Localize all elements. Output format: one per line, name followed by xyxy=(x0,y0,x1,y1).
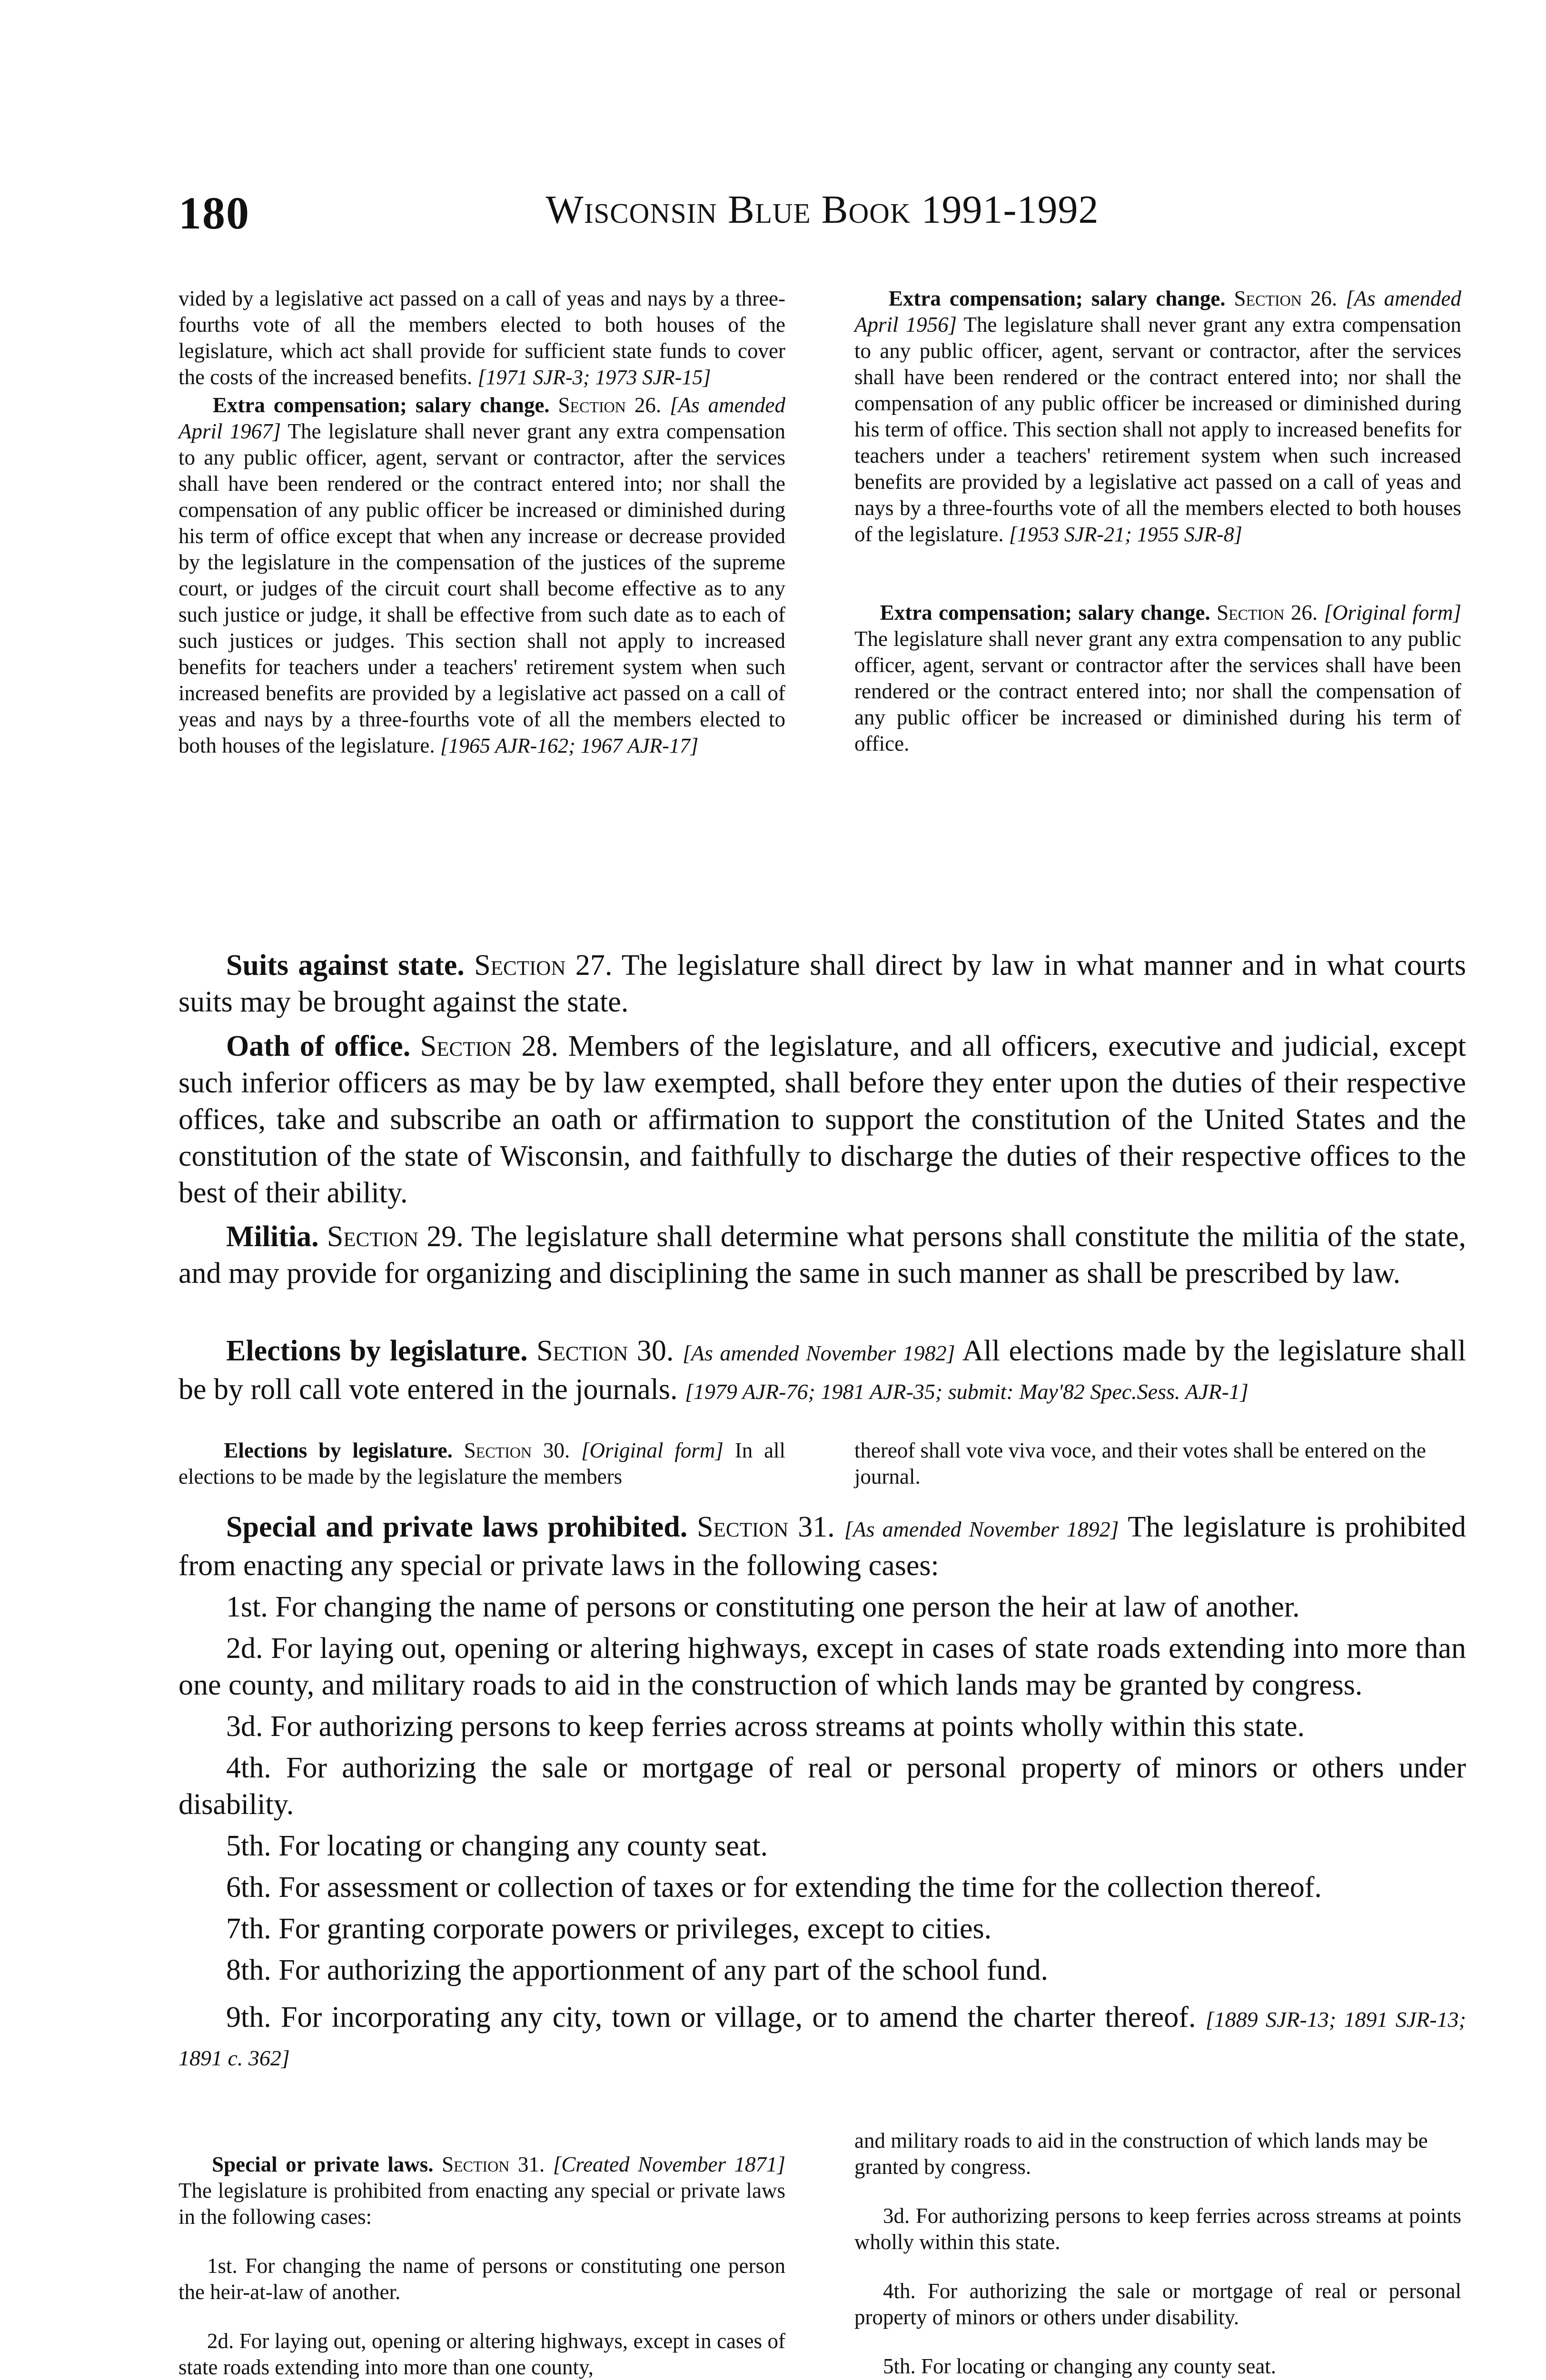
clause: 5th. For locating or changing any county seat. xyxy=(883,2354,1277,2378)
section-number: 30. xyxy=(543,1438,570,1462)
section-label: Section xyxy=(536,1335,628,1367)
amendment-note: [Original form] xyxy=(581,1438,723,1462)
section-28 xyxy=(178,1028,1466,1211)
clause: 2d. For laying out, opening or altering highways, except in cases of state roads extending into more than one county, xyxy=(178,2329,785,2379)
section-label: Section xyxy=(558,393,626,417)
clause: 7th. For granting corporate powers or privileges, except to cities. xyxy=(226,1913,992,1945)
section-label: Section xyxy=(474,949,566,982)
clause: 4th. For authorizing the sale or mortgage of real or personal property of minors or others under disability. xyxy=(854,2279,1461,2329)
section-29 xyxy=(178,1219,1466,1292)
section-label: Section xyxy=(464,1438,532,1462)
section-heading: Extra compensation; salary change. xyxy=(880,601,1210,625)
paragraph xyxy=(854,600,1461,757)
paragraph-text: The legislature shall determine what persons shall constitute the militia of the state, and may provide for organizing and disciplining the same in such manner as shall be prescribed by law. xyxy=(178,1220,1466,1289)
amendment-note: [As amended April 1967] xyxy=(178,393,786,443)
clause: 4th. For authorizing the sale or mortgage of real or personal property of minors or others under disability. xyxy=(178,1752,1466,1821)
paragraph xyxy=(854,286,1461,547)
paragraph xyxy=(854,1438,1461,1490)
section-number: 26. xyxy=(634,393,662,417)
section-heading: Oath of office. xyxy=(226,1030,411,1062)
paragraph xyxy=(178,1219,1466,1292)
right-column xyxy=(854,1438,1461,1490)
history-note: [1971 SJR-3; 1973 SJR-15] xyxy=(477,366,711,389)
paragraph-text: Members of the legislature, and all officers, executive and judicial, except such inferior officers as may be by law exempted, shall before they enter upon the duties of their respective offices, take and subscribe an oath or affirmation to support the constitution of the United States and the constitution of the state of Wisconsin, and faithfully to discharge the duties of their respective offices to the best of their ability. xyxy=(178,1030,1467,1209)
section-label: Section xyxy=(697,1511,789,1543)
section-30 xyxy=(178,1333,1466,1410)
paragraph xyxy=(178,286,785,390)
section-heading: Militia. xyxy=(226,1220,319,1253)
paragraph-text: The legislature shall never grant any extra compensation to any public officer, agent, servant or contractor, after the services shall have been rendered or the contract entered into; nor shall the compensation of any public officer be increased or diminished during his term of office. This section shall not apply to increased benefits for teachers under a teachers' retirement system when such increased benefits are provided by a legislative act passed on a call of yeas and nays by a three-fourths vote of all the members elected to both houses of the legislature. xyxy=(854,313,1462,546)
paragraph-text: The legislature shall never grant any extra compensation to any public officer, agent, servant or contractor, after the services shall have been rendered or the contract entered into; nor shall the compensation of any public officer be increased or diminished during his term of office except that when any increase or decrease provided by the legislature in the compensation of the justices of the supreme court, or judges of the circuit court shall become effective as to any such justice or judge, it shall be effective from such date as to each of such justices or judges. This section shall not apply to increased benefits for teachers under a teachers' retirement system when such increased benefits are provided by a legislative act passed on a call of yeas and nays by a three-fourths vote of all the members elected to both houses of the legislature. xyxy=(178,419,786,757)
section-number: 26. xyxy=(1310,287,1338,310)
page-number: 180 xyxy=(178,188,250,238)
section-heading: Suits against state. xyxy=(226,949,465,982)
amendment-history-block xyxy=(178,286,1466,938)
section-27 xyxy=(178,947,1466,1021)
section-number: 28. xyxy=(521,1030,558,1062)
amendment-note: [As amended November 1982] xyxy=(682,1341,955,1365)
paragraph xyxy=(178,2152,785,2230)
section-label: Section xyxy=(1217,601,1285,625)
paragraph xyxy=(178,1438,785,1490)
amendment-note: [As amended April 1956] xyxy=(854,287,1462,337)
paragraph-text: vided by a legislative act passed on a call of yeas and nays by a three-fourths vote of all the members elected to both houses of the legislature, which act shall provide for sufficient state funds to cover the costs of the increased benefits. xyxy=(178,287,785,389)
section-heading: Special and private laws prohibited. xyxy=(226,1511,688,1543)
clause: 5th. For locating or changing any county seat. xyxy=(226,1830,768,1862)
section-number: 31. xyxy=(517,2152,545,2176)
left-column xyxy=(178,2128,785,2380)
section-label: Section xyxy=(442,2152,510,2176)
section-label: Section xyxy=(327,1220,419,1253)
amendment-note: [Created November 1871] xyxy=(553,2152,786,2176)
history-note: [1965 AJR-162; 1967 AJR-17] xyxy=(440,734,699,757)
amendment-note: [Original form] xyxy=(1324,601,1462,625)
section-heading: Extra compensation; salary change. xyxy=(888,287,1226,310)
section-31-original xyxy=(178,2128,1466,2379)
section-number: 29. xyxy=(426,1220,464,1253)
clause: 1st. For changing the name of persons or constituting one person the heir-at-law of another. xyxy=(178,2254,785,2304)
paragraph-text: The legislature shall never grant any extra compensation to any public officer, agent, servant or contractor after the services shall have been rendered or the contract entered into; nor shall the compensation of any public officer be increased or diminished during his term of office. xyxy=(854,627,1461,755)
left-column xyxy=(178,1438,785,1490)
clause: and military roads to aid in the construction of which lands may be granted by congress. xyxy=(854,2129,1428,2179)
history-note: [1979 AJR-76; 1981 AJR-35; submit: May'82 Spec.Sess. AJR-1] xyxy=(685,1379,1249,1404)
amendment-note: [As amended November 1892] xyxy=(844,1517,1119,1541)
paragraph xyxy=(178,1028,1466,1211)
section-number: 26. xyxy=(1290,601,1318,625)
paragraph-text: In all elections to be made by the legislature the members xyxy=(178,1438,786,1488)
history-note: [1953 SJR-21; 1955 SJR-8] xyxy=(1009,523,1242,546)
clause: 3d. For authorizing persons to keep ferries across streams at points wholly within this state. xyxy=(226,1710,1305,1743)
section-30-original xyxy=(178,1438,1466,1499)
clause: 3d. For authorizing persons to keep ferries across streams at points wholly within this state. xyxy=(854,2204,1461,2254)
paragraph-text: The legislature shall direct by law in what manner and in what courts suits may be brought against the state. xyxy=(178,949,1467,1018)
clause-text: 9th. For incorporating any city, town or village, or to amend the charter thereof. xyxy=(226,2001,1196,2033)
running-title: Wisconsin Blue Book 1991-1992 xyxy=(545,188,1099,232)
clause: 8th. For authorizing the apportionment of any part of the school fund. xyxy=(226,1954,1049,1986)
section-label: Section xyxy=(1234,287,1302,310)
section-number: 31. xyxy=(798,1511,835,1543)
paragraph xyxy=(178,392,785,759)
paragraph xyxy=(178,1333,1466,1410)
section-label: Section xyxy=(420,1030,512,1062)
section-number: 30. xyxy=(636,1335,674,1367)
paragraph-text: thereof shall vote viva voce, and their votes shall be entered on the journal. xyxy=(854,1438,1426,1488)
clause: 2d. For laying out, opening or altering highways, except in cases of state roads extending into more than one county, and military roads to aid in the construction of which lands may be granted by congress. xyxy=(178,1632,1466,1701)
paragraph-text: The legislature is prohibited from enacting any special or private laws in the following cases: xyxy=(178,1511,1467,1582)
section-heading: Special or private laws. xyxy=(212,2152,434,2176)
section-31 xyxy=(178,1509,1466,2076)
right-column xyxy=(854,286,1461,757)
section-heading: Extra compensation; salary change. xyxy=(212,393,550,417)
left-column xyxy=(178,286,785,759)
paragraph-text: The legislature is prohibited from enacting any special or private laws in the following cases: xyxy=(178,2179,785,2229)
right-column xyxy=(854,2128,1461,2380)
paragraph xyxy=(178,947,1466,1021)
page-header xyxy=(178,187,1466,248)
section-heading: Elections by legislature. xyxy=(224,1438,453,1462)
section-heading: Elections by legislature. xyxy=(226,1335,528,1367)
paragraph xyxy=(178,1509,1466,1584)
section-number: 27. xyxy=(575,949,613,982)
paragraph-text: All elections made by the legislature shall be by roll call vote entered in the journals. xyxy=(178,1335,1467,1406)
clause: 6th. For assessment or collection of taxes or for extending the time for the collection thereof. xyxy=(226,1871,1322,1904)
clause xyxy=(178,1999,1466,2076)
clause: 1st. For changing the name of persons or constituting one person the heir at law of another. xyxy=(226,1591,1300,1623)
history-note: [1889 SJR-13; 1891 SJR-13; 1891 c. 362] xyxy=(178,2007,1466,2070)
